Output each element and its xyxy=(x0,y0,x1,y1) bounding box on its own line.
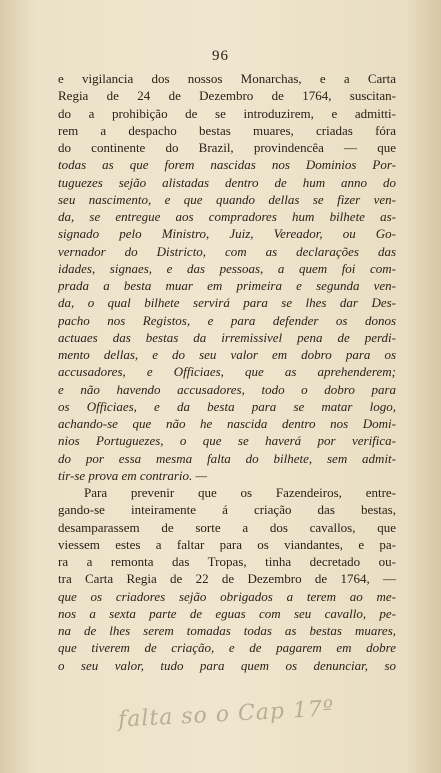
text-line: rem a despacho bestas muares, criadas fóra xyxy=(58,122,396,138)
text-line: o seu valor, tudo para quem os denunciar, so xyxy=(58,657,396,673)
text-line: accusadores, e Officiaes, que as aprehenderem; xyxy=(58,364,396,380)
text-line: pacho nos Registos, e para defender os donos xyxy=(58,312,396,328)
text-line: tir-se prova em contrario. — xyxy=(58,467,208,483)
handwritten-note: falta so o Cap 17º xyxy=(117,696,335,733)
text-line: Para prevenir que os Fazendeiros, entre- xyxy=(84,485,396,500)
text-line: tra Carta Regia de 22 de Dezembro de 1764, — xyxy=(58,571,396,587)
text-line: mento dellas, e do seu valor em dobro para os xyxy=(58,347,396,362)
text-line: seu nascimento, e que quando dellas se fizer ven- xyxy=(58,191,396,207)
text-line: nios Portuguezes, o que se haverá por verifica- xyxy=(58,433,396,449)
page-number: 96 xyxy=(212,48,229,64)
text-line: na de lhes serem tomadas todas as bestas muares, xyxy=(58,623,396,638)
text-line: desamparassem de sorte a dos cavallos, que xyxy=(58,519,396,535)
text-line: viessem estes a faltar para os viandantes, e pa- xyxy=(58,536,396,552)
text-line: signado pelo Ministro, Juiz, Vereador, ou Go- xyxy=(58,226,396,242)
text-line: que os criadores sejão obrigados a terem ao me- xyxy=(58,588,396,604)
text-line: da, o qual bilhete servirá para se lhes dar Des- xyxy=(58,295,396,311)
text-line: prada a besta muar em primeira e segunda ven- xyxy=(58,278,396,293)
text-line: e não havendo accusadores, todo o dobro para xyxy=(58,381,396,397)
text-line: e vigilancia dos nossos Monarchas, e a Carta xyxy=(58,71,396,86)
text-line: que tiverem de criação, e de pagarem em dobre xyxy=(58,640,396,656)
text-line: os Officiaes, e da besta para se matar logo, xyxy=(58,398,396,414)
text-line: do a prohibição de se introduzirem, e admitti- xyxy=(58,105,396,121)
text-line: ra a remonta das Tropas, tinha decretado ou- xyxy=(58,554,396,569)
text-line: tuguezes sejão alistadas dentro de hum anno do xyxy=(58,174,396,190)
text-line: da, se entregue aos compradores hum bilhete as- xyxy=(58,209,396,224)
text-line: achando-se que não he nascida dentro nos Domi- xyxy=(58,416,396,431)
text-line: actuaes das bestas da irremissivel pena de perdi- xyxy=(58,329,396,345)
text-line: idades, signaes, e das pessoas, a quem foi com- xyxy=(58,260,396,276)
text-line: Regia de 24 de Dezembro de 1764, suscitan- xyxy=(58,88,396,104)
body-text xyxy=(58,70,396,674)
text-line: vernador do Districto, com as declarações das xyxy=(58,243,396,259)
text-line: do continente do Brazil, provindencêa — que xyxy=(58,140,396,155)
text-line: nos a sexta parte de eguas com seu cavallo, pe- xyxy=(58,605,396,621)
text-line: todas as que forem nascidas nos Dominios Por- xyxy=(58,157,396,173)
text-line: do por essa mesma falta do bilhete, sem admit- xyxy=(58,450,396,466)
text-line: gando-se inteiramente á criação das bestas, xyxy=(58,502,396,518)
